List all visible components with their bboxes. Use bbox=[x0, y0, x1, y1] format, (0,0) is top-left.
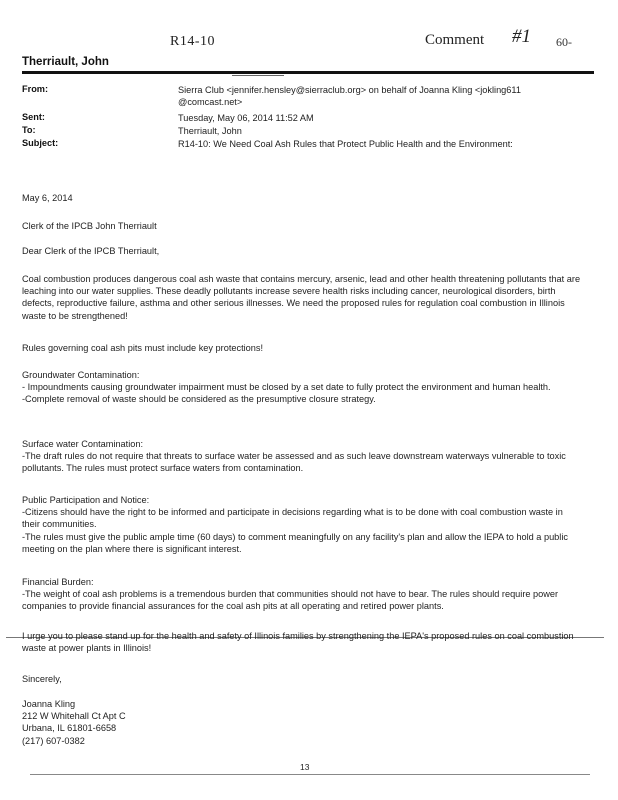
section-item: -The draft rules do not require that threats to surface water be assessed and as such leave downstream waterways vulnerable to toxic pollutants. The rules must protect surface waters from contamination. bbox=[22, 451, 566, 474]
signature-name: Joanna Kling bbox=[22, 699, 76, 709]
section-item: - Impoundments causing groundwater impairment must be closed by a set date to fully protect the environment and human health. bbox=[22, 382, 551, 393]
section-item: -Citizens should have the right to be informed and participate in decisions regarding what is to be done with coal combustion waste in their communities. bbox=[22, 507, 563, 530]
section-groundwater bbox=[22, 369, 582, 406]
header-divider bbox=[22, 71, 594, 74]
sent-label: Sent: bbox=[22, 112, 45, 122]
from-value: Sierra Club <jennifer.hensley@sierraclub.org> on behalf of Joanna Kling <jokling611 @comcast.net> bbox=[178, 85, 521, 107]
intro-text: Coal combustion produces dangerous coal ash waste that contains mercury, arsenic, lead and other health threatening pollutants that are leaching into our water supplies. These deadly pollutants increase severe health risks including cancer, neurological disorders, birth defects, reproductive failure, asthma and other serious illnesses. We need the proposed rules for regulation coal combustion in Illinois waste to be strengthened! bbox=[22, 274, 581, 321]
from-label: From: bbox=[22, 84, 49, 94]
page-number: 13 bbox=[300, 762, 310, 772]
section-heading: Public Participation and Notice: bbox=[22, 495, 150, 505]
section-item: -Complete removal of waste should be considered as the presumptive closure strategy. bbox=[22, 394, 376, 405]
signature-block bbox=[22, 698, 582, 747]
page-code-stamp: 60- bbox=[556, 35, 572, 49]
key-protections-line: Rules governing coal ash pits must include key protections! bbox=[22, 343, 264, 353]
signature-address-line2: Urbana, IL 61801-6658 bbox=[22, 723, 117, 734]
letter-salutation: Dear Clerk of the IPCB Therriault, bbox=[22, 246, 160, 256]
section-item: -The weight of coal ash problems is a tremendous burden that communities should not have to bear. The rules should require power companies to provide financial assurances for the coal ash pits at all operating and retired power plants. bbox=[22, 589, 559, 612]
to-label: To: bbox=[22, 125, 36, 135]
section-item: -The rules must give the public ample time (60 days) to comment meaningfully on any facility's plan and allow the IEPA to hold a public meeting on the plan where there is significant interest. bbox=[22, 531, 568, 554]
scan-mark bbox=[232, 75, 284, 76]
signoff: Sincerely, bbox=[22, 674, 62, 684]
section-heading: Surface water Contamination: bbox=[22, 439, 144, 449]
docket-stamp: R14-10 bbox=[170, 34, 215, 49]
letter-recipient: Clerk of the IPCB John Therriault bbox=[22, 221, 157, 231]
intro-paragraph bbox=[22, 273, 582, 322]
letter-date: May 6, 2014 bbox=[22, 193, 73, 203]
comment-stamp-label: Comment bbox=[425, 32, 485, 48]
section-surface-water bbox=[22, 438, 582, 475]
section-heading: Groundwater Contamination: bbox=[22, 370, 140, 380]
signature-phone: (217) 607-0382 bbox=[22, 735, 85, 746]
section-financial-burden bbox=[22, 576, 582, 613]
subject-label: Subject: bbox=[22, 138, 59, 148]
sent-value: Tuesday, May 06, 2014 11:52 AM bbox=[178, 113, 314, 123]
comment-number-stamp: #1 bbox=[512, 26, 531, 47]
scan-artifact-bottom bbox=[30, 774, 590, 775]
signature-address-line1: 212 W Whitehall Ct Apt C bbox=[22, 711, 126, 722]
section-heading: Financial Burden: bbox=[22, 577, 94, 587]
section-public-participation bbox=[22, 494, 582, 555]
closing-paragraph: I urge you to please stand up for the health and safety of Illinois families by strengthening the IEPA's proposed rules on coal combustion waste at power plants in Illinois! bbox=[22, 631, 574, 654]
subject-value: R14-10: We Need Coal Ash Rules that Protect Public Health and the Environment: bbox=[178, 139, 513, 149]
mailbox-owner-name: Therriault, John bbox=[22, 56, 109, 68]
to-value: Therriault, John bbox=[178, 126, 242, 136]
